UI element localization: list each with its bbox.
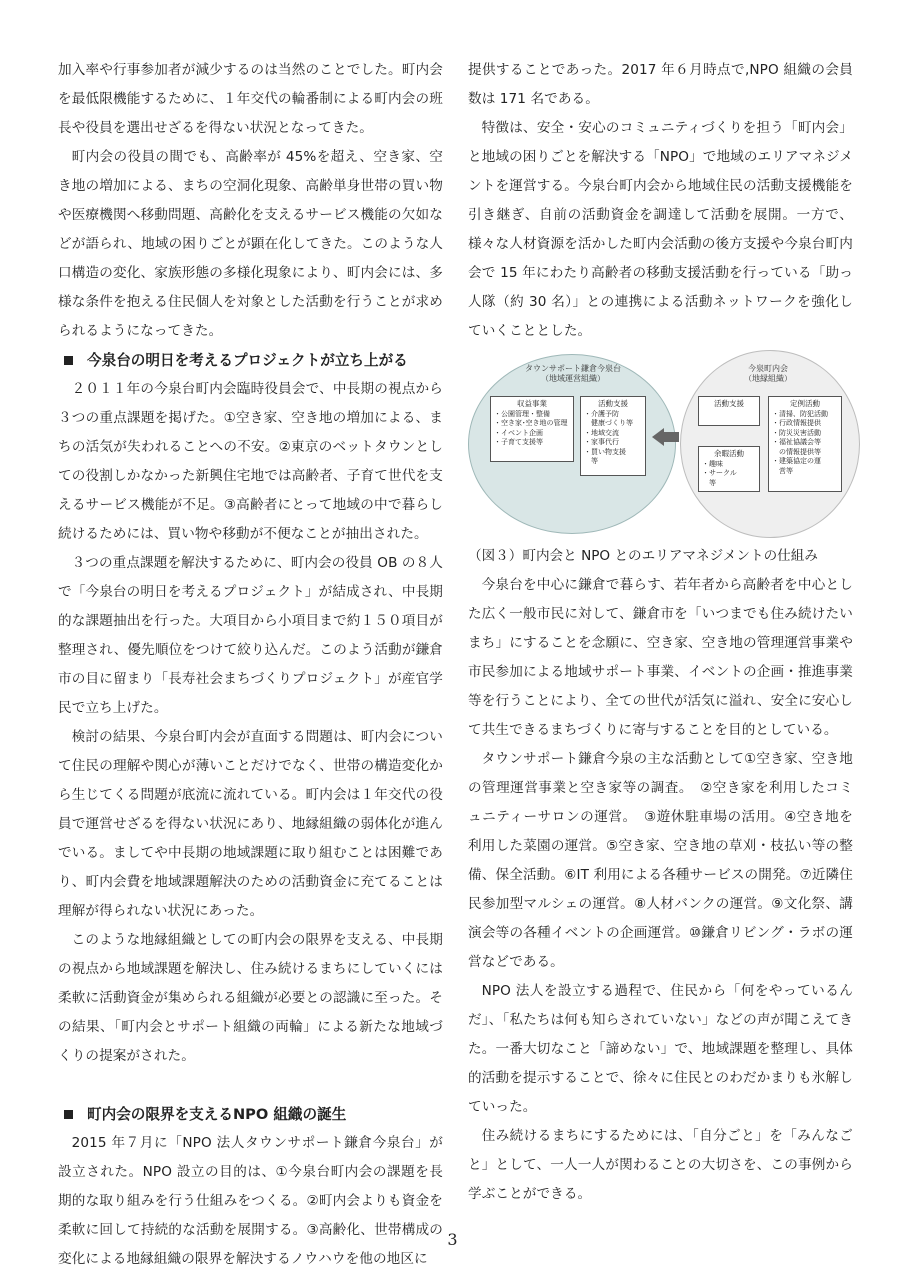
paragraph: タウンサポート鎌倉今泉の主な活動として①空き家、空き地の管理運営事業と空き家等の調査。 ②空き家を利用したコミュニティーサロンの運営。 ③遊休駐車場の活用。④空き地を利用した菜園の運営。⑤空き家、空き地の草刈・枝払い等の整備、保全活動。⑥IT 利用による各種サービスの開発。⑦近隣住民参加型マルシェの運営。⑧人材バンクの運営。⑨文化祭、講演会等の各種イベントの企画運営。⑩鎌倉リビング・ラボの運営などである。 [468,751,853,970]
paragraph: 住み続けるまちにするためには、「自分ごと」を「みんなごと」として、一人一人が関わることの大切さを、この事例から学ぶことができる。 [468,1128,853,1202]
leisure-activity-box: 余暇活動 ・趣味 ・サークル 等 [698,446,760,492]
paragraph: このような地縁組織としての町内会の限界を支える、中長期の視点から地域課題を解決し、住み続けるまちにしていくには柔軟に活動資金が集められる組織が必要との認識に至った。その結果、「町内会とサポート組織の両輪」による新たな地域づくりの提案がされた。 [58,932,443,1064]
town-support-box: 活動支援 [698,396,760,426]
paragraph: 2015 年７月に「NPO 法人タウンサポート鎌倉今泉台」が設立された。NPO 設立の目的は、①今泉台町内会の課題を長期的な取り組みを行う仕組みをつくる。②町内会よりも資金を柔軟に回して持続的な活動を展開する。③高齢化、世帯構成の変化による地縁組織の限界を解決するノウハウを他の地区に [58,1135,443,1267]
left-column [58,56,443,1274]
activity-support-box: 活動支援 ・介護予防 健康づくり等 ・地域交流 ・家事代行 ・買い物支援 等 [580,396,646,476]
regular-activity-box: 定例活動 ・清掃、防犯活動 ・行政情報提供 ・防災災害活動 ・福祉協議会等 の情報提供等 ・建築協定の運 営等 [768,396,842,492]
town-title: 今泉町内会 （地縁組織） [744,364,792,383]
paragraph: NPO 法人を設立する過程で、住民から「何をやっているんだ」、「私たちは何も知らされていない」などの声が聞こえてきた。一番大切なこと「諦めない」で、地域課題を整理し、具体的活動を提示することで、徐々に住民とのわだかまりも氷解していった。 [468,983,853,1115]
arrow-shaft [663,432,679,442]
paragraph: 今泉台を中心に鎌倉で暮らす、若年者から高齢者を中心とした広く一般市民に対して、鎌倉市を「いつまでも住み続けたいまち」にすることを念願に、空き家、空き地の管理運営事業や市民参加による地域サポート事業、イベントの企画・推進事業等を行うことにより、全ての世代が活気に溢れ、安全に安心して共生できるまちづくりに寄与することを目的としている。 [468,577,853,738]
square-bullet-icon [64,356,73,365]
paragraph: ２０１１年の今泉台町内会臨時役員会で、中長期の視点から３つの重点課題を掲げた。①空き家、空き地の増加による、まちの活気が失われることへの不安。②東京のベットタウンとしての役割しかなかった新興住宅地では高齢者、子育て世代を支えるサービス機能が不足。③高齢者にとって地域の中で暮らし続けるためには、買い物や移動が不便なことが抽出された。 [58,381,443,542]
square-bullet-icon [64,1110,73,1119]
figure-caption: （図３）町内会と NPO とのエリアマネジメントの仕組み [468,548,818,564]
right-column [468,56,853,1209]
area-management-diagram [468,350,853,540]
paragraph: 検討の結果、今泉台町内会が直面する問題は、町内会について住民の理解や関心が薄いことだけでなく、世帯の構造変化から生じてくる問題が底流に流れている。町内会は１年交代の役員で運営せざるを得ない状況にあり、地縁組織の弱体化が進んでいる。ましてや中長期の地域課題に取り組むことは困難であり、町内会費を地域課題解決のための活動資金に充てることは理解が得られない状況にあった。 [58,729,443,919]
paragraph: 特徴は、安全・安心のコミュニティづくりを担う「町内会」と地域の困りごとを解決する「NPO」で地域のエリアマネジメントを運営する。今泉台町内会から地域住民の活動支援機能を引き継ぎ、自前の活動資金を調達して活動を展開。一方で、様々な人材資源を活かした町内会活動の後方支援や今泉台町内会で 15 年にわたり高齢者の移動支援活動を行っている「助っ人隊（約 30 名）」との連携による活動ネットワークを強化していくこととした。 [468,120,853,339]
paragraph: 町内会の役員の間でも、高齢率が 45%を超え、空き家、空き地の増加による、まちの空洞化現象、高齢単身世帯の買い物や医療機関へ移動問題、高齢化を支えるサービス機能の欠如などが語られ、地域の困りごとが顕在化してきた。このような人口構造の変化、家族形態の多様化現象により、町内会には、多様な条件を抱える住民個人を対象とした活動を行うことが求められるようになってきた。 [58,149,443,339]
revenue-box: 収益事業 ・公園管理・整備 ・空き家･空き地の管理 ・イベント企画 ・子育て支援等 [490,396,574,462]
spacer [58,1071,443,1100]
paragraph: 加入率や行事参加者が減少するのは当然のことでした。町内会を最低限機能するために、１年交代の輪番制による町内会の班長や役員を選出せざるを得ない状況となってきた。 [58,62,443,136]
paragraph: ３つの重点課題を解決するために、町内会の役員 OB の８人で「今泉台の明日を考えるプロジェクト」が結成され、中長期的な課題抽出を行った。大項目から小項目まで約１５０項目が整理され、優先順位をつけて絞り込んだ。このよう活動が鎌倉市の目に留まり「長寿社会まちづくりプロジェクト」が産官学民で立ち上げた。 [58,555,444,716]
paragraph: 提供することであった。2017 年６月時点で,NPO 組織の会員数は 171 名である。 [468,62,853,107]
page-number: 3 [447,1230,458,1249]
npo-title: タウンサポート鎌倉今泉台 （地域運営組織） [525,364,621,383]
section-heading: 町内会の限界を支えるNPO 組織の誕生 [58,1100,443,1129]
section-heading: 今泉台の明日を考えるプロジェクトが立ち上がる [58,346,443,375]
